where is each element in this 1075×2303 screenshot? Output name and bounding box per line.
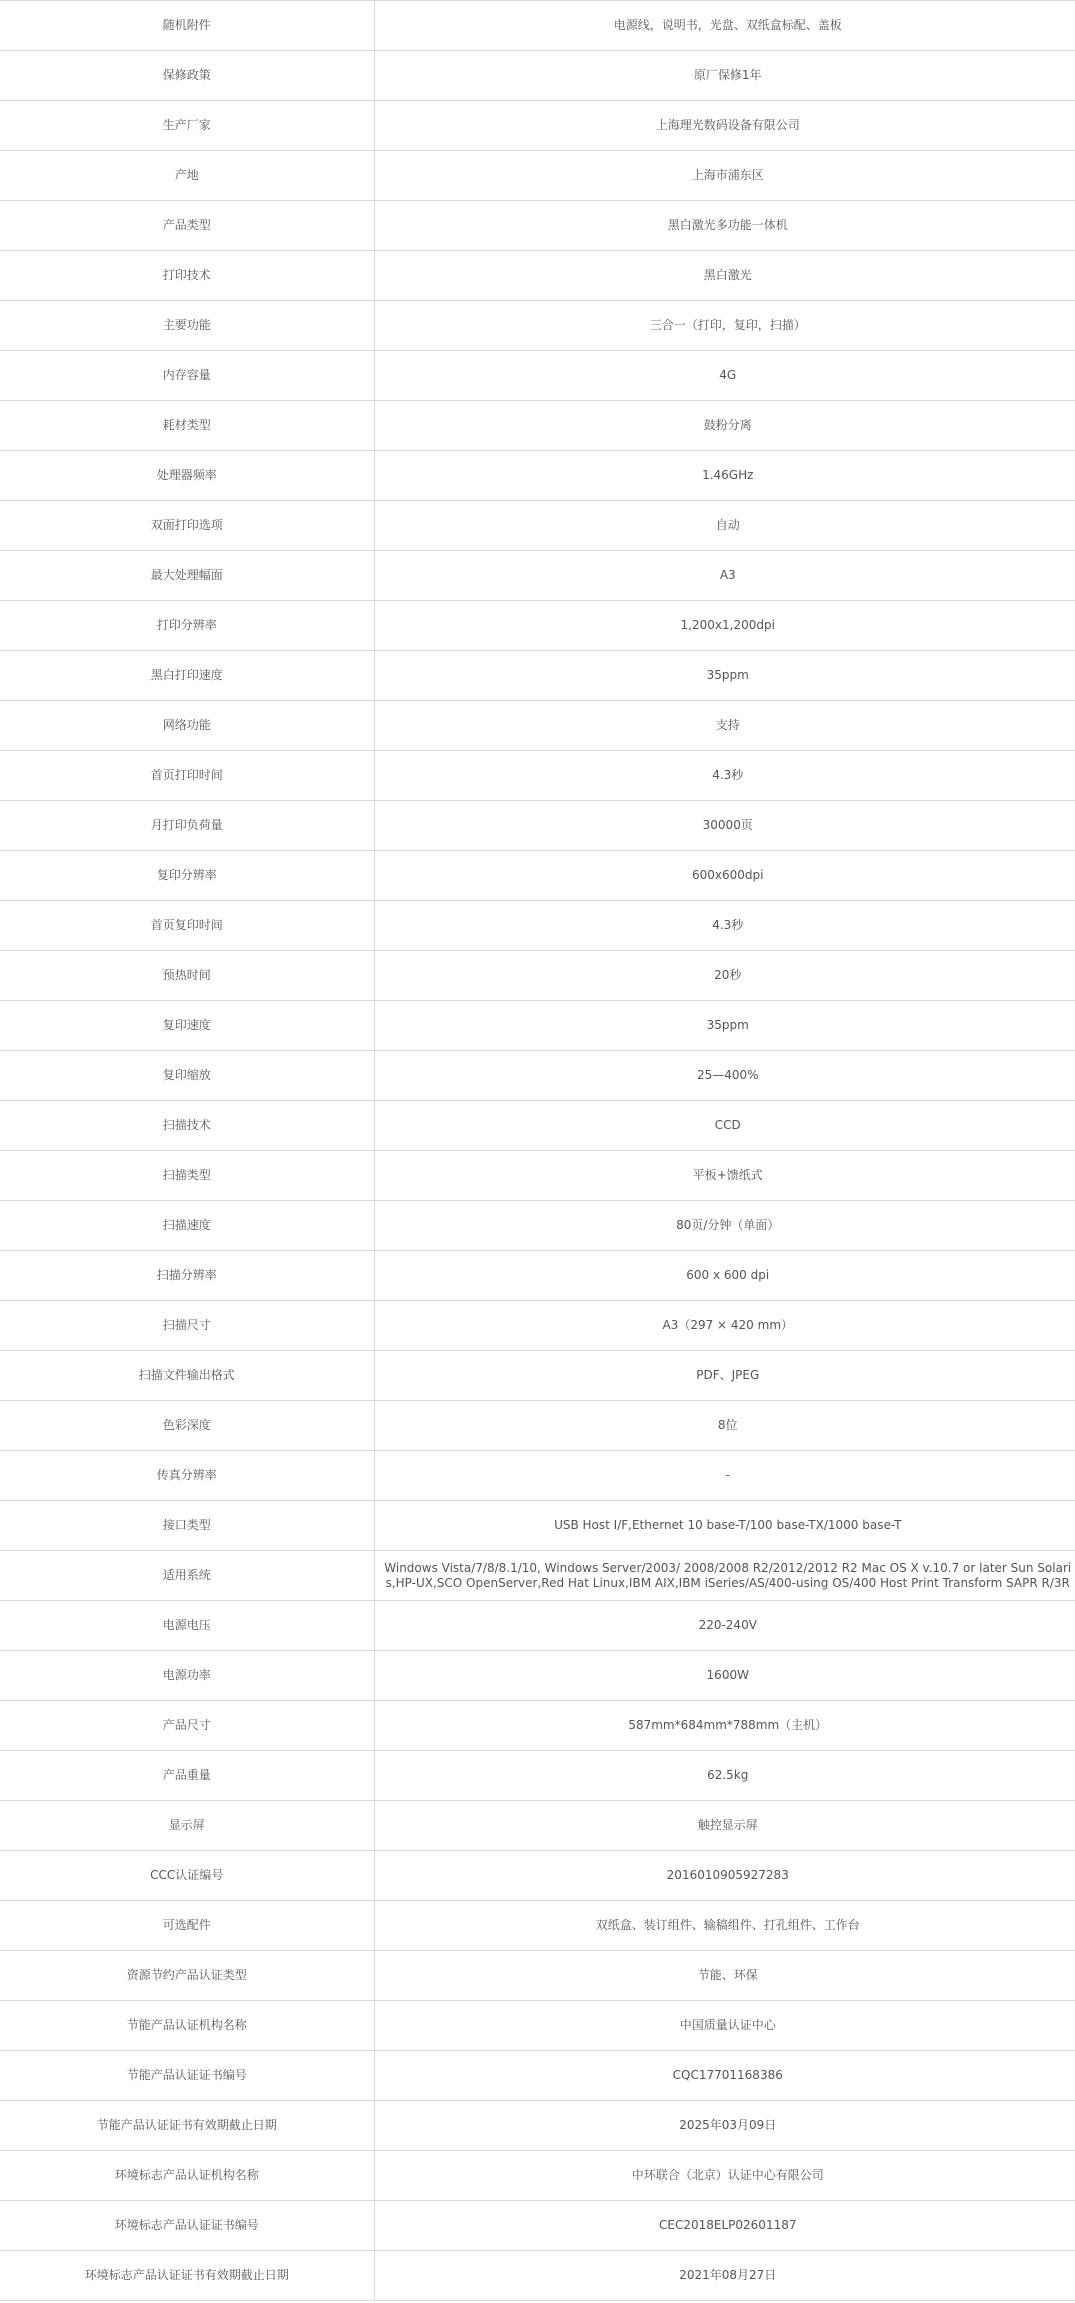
spec-value: 600 x 600 dpi: [374, 1251, 1075, 1301]
spec-row: [0, 2151, 1075, 2201]
spec-row: [0, 2201, 1075, 2251]
spec-label: 电源电压: [0, 1601, 374, 1651]
spec-value: CCD: [374, 1101, 1075, 1151]
spec-row: [0, 701, 1075, 751]
spec-label: 可选配件: [0, 1901, 374, 1951]
spec-row: [0, 2051, 1075, 2101]
spec-label: 节能产品认证证书编号: [0, 2051, 374, 2101]
spec-value: 触控显示屏: [374, 1801, 1075, 1851]
spec-value: 电源线，说明书，光盘、双纸盒标配、盖板: [374, 1, 1075, 51]
spec-label: 节能产品认证证书有效期截止日期: [0, 2101, 374, 2151]
spec-value: 2025年03月09日: [374, 2101, 1075, 2151]
spec-value: CQC17701168386: [374, 2051, 1075, 2101]
spec-row: [0, 1851, 1075, 1901]
spec-value: 支持: [374, 701, 1075, 751]
spec-row: [0, 301, 1075, 351]
spec-value: 中国质量认证中心: [374, 2001, 1075, 2051]
spec-row: [0, 1601, 1075, 1651]
spec-label: 显示屏: [0, 1801, 374, 1851]
spec-value: 62.5kg: [374, 1751, 1075, 1801]
spec-value: 中环联合（北京）认证中心有限公司: [374, 2151, 1075, 2201]
spec-value: 三合一（打印，复印，扫描）: [374, 301, 1075, 351]
spec-value: -: [374, 1451, 1075, 1501]
spec-row: [0, 2101, 1075, 2151]
spec-row: [0, 951, 1075, 1001]
spec-label: 复印速度: [0, 1001, 374, 1051]
spec-row: [0, 1451, 1075, 1501]
spec-row: [0, 651, 1075, 701]
spec-label: 生产厂家: [0, 101, 374, 151]
spec-value: 35ppm: [374, 651, 1075, 701]
spec-value: 1600W: [374, 1651, 1075, 1701]
spec-value: 2021年08月27日: [374, 2251, 1075, 2301]
spec-label: 扫描类型: [0, 1151, 374, 1201]
spec-row: [0, 1201, 1075, 1251]
spec-label: 月打印负荷量: [0, 801, 374, 851]
spec-label: 环境标志产品认证证书有效期截止日期: [0, 2251, 374, 2301]
spec-label: 适用系统: [0, 1551, 374, 1601]
spec-value: 黑白激光: [374, 251, 1075, 301]
spec-value: USB Host I/F,Ethernet 10 base-T/100 base-TX/1000 base-T: [374, 1501, 1075, 1551]
spec-label: 网络功能: [0, 701, 374, 751]
spec-label: 产品重量: [0, 1751, 374, 1801]
spec-row: [0, 901, 1075, 951]
spec-row: [0, 1551, 1075, 1601]
spec-row: [0, 101, 1075, 151]
spec-label: 资源节约产品认证类型: [0, 1951, 374, 2001]
spec-row: [0, 601, 1075, 651]
spec-row: [0, 1101, 1075, 1151]
spec-value: 600x600dpi: [374, 851, 1075, 901]
spec-label: 扫描尺寸: [0, 1301, 374, 1351]
spec-label: 产地: [0, 151, 374, 201]
spec-value: 黑白激光多功能一体机: [374, 201, 1075, 251]
spec-value: 80页/分钟（单面）: [374, 1201, 1075, 1251]
spec-value: Windows Vista/7/8/8.1/10, Windows Server/2003/ 2008/2008 R2/2012/2012 R2 Mac OS X v.10.7 or later Sun Solaris,HP-UX,SCO OpenServer,Red Hat Linux,IBM AIX,IBM iSeries/AS/400-using OS/400 Host Print Transform SAPR R/3R: [374, 1551, 1075, 1601]
spec-value: 自动: [374, 501, 1075, 551]
spec-label: 打印技术: [0, 251, 374, 301]
spec-label: 保修政策: [0, 51, 374, 101]
spec-value: 8位: [374, 1401, 1075, 1451]
spec-row: [0, 501, 1075, 551]
spec-row: [0, 1901, 1075, 1951]
spec-value: 4.3秒: [374, 901, 1075, 951]
spec-value: A3（297 × 420 mm）: [374, 1301, 1075, 1351]
spec-row: [0, 1051, 1075, 1101]
spec-value: A3: [374, 551, 1075, 601]
spec-row: [0, 1751, 1075, 1801]
spec-row: [0, 1301, 1075, 1351]
spec-label: 扫描速度: [0, 1201, 374, 1251]
spec-label: 环境标志产品认证机构名称: [0, 2151, 374, 2201]
spec-value: 35ppm: [374, 1001, 1075, 1051]
spec-row: [0, 51, 1075, 101]
spec-value: CEC2018ELP02601187: [374, 2201, 1075, 2251]
spec-label: 环境标志产品认证证书编号: [0, 2201, 374, 2251]
spec-row: [0, 1351, 1075, 1401]
spec-value: 220-240V: [374, 1601, 1075, 1651]
spec-label: 产品类型: [0, 201, 374, 251]
spec-row: [0, 1701, 1075, 1751]
spec-value: 2016010905927283: [374, 1851, 1075, 1901]
spec-value: 双纸盒、装订组件、输稿组件、打孔组件、工作台: [374, 1901, 1075, 1951]
spec-row: [0, 551, 1075, 601]
spec-label: 节能产品认证机构名称: [0, 2001, 374, 2051]
spec-label: 扫描文件输出格式: [0, 1351, 374, 1401]
spec-value: 4G: [374, 351, 1075, 401]
spec-value: 1,200x1,200dpi: [374, 601, 1075, 651]
spec-row: [0, 1151, 1075, 1201]
spec-value: 节能、环保: [374, 1951, 1075, 2001]
spec-label: 最大处理幅面: [0, 551, 374, 601]
spec-label: 预热时间: [0, 951, 374, 1001]
spec-table-body: [0, 1, 1075, 2301]
spec-label: 耗材类型: [0, 401, 374, 451]
spec-label: 复印缩放: [0, 1051, 374, 1101]
spec-value: 20秒: [374, 951, 1075, 1001]
spec-value: 4.3秒: [374, 751, 1075, 801]
spec-row: [0, 201, 1075, 251]
spec-value: 上海市浦东区: [374, 151, 1075, 201]
spec-row: [0, 1651, 1075, 1701]
spec-label: 首页复印时间: [0, 901, 374, 951]
spec-label: 随机附件: [0, 1, 374, 51]
spec-label: 色彩深度: [0, 1401, 374, 1451]
spec-value: 平板+馈纸式: [374, 1151, 1075, 1201]
spec-row: [0, 251, 1075, 301]
spec-row: [0, 401, 1075, 451]
spec-value: 原厂保修1年: [374, 51, 1075, 101]
spec-row: [0, 1, 1075, 51]
spec-label: 主要功能: [0, 301, 374, 351]
spec-row: [0, 2251, 1075, 2301]
spec-value: 30000页: [374, 801, 1075, 851]
spec-row: [0, 1401, 1075, 1451]
spec-label: 复印分辨率: [0, 851, 374, 901]
spec-row: [0, 151, 1075, 201]
spec-row: [0, 851, 1075, 901]
spec-row: [0, 451, 1075, 501]
spec-label: 内存容量: [0, 351, 374, 401]
spec-row: [0, 2001, 1075, 2051]
spec-label: 产品尺寸: [0, 1701, 374, 1751]
spec-row: [0, 751, 1075, 801]
spec-label: 打印分辨率: [0, 601, 374, 651]
spec-label: 双面打印选项: [0, 501, 374, 551]
spec-label: 黑白打印速度: [0, 651, 374, 701]
spec-label: 扫描技术: [0, 1101, 374, 1151]
spec-label: CCC认证编号: [0, 1851, 374, 1901]
spec-row: [0, 1801, 1075, 1851]
spec-value: 587mm*684mm*788mm（主机）: [374, 1701, 1075, 1751]
spec-label: 电源功率: [0, 1651, 374, 1701]
spec-value: 鼓粉分离: [374, 401, 1075, 451]
spec-row: [0, 1501, 1075, 1551]
spec-label: 处理器频率: [0, 451, 374, 501]
spec-value: 25—400%: [374, 1051, 1075, 1101]
spec-row: [0, 1001, 1075, 1051]
spec-row: [0, 1251, 1075, 1301]
spec-value: PDF、JPEG: [374, 1351, 1075, 1401]
spec-row: [0, 1951, 1075, 2001]
spec-value: 上海理光数码设备有限公司: [374, 101, 1075, 151]
spec-label: 传真分辨率: [0, 1451, 374, 1501]
spec-value: 1.46GHz: [374, 451, 1075, 501]
spec-row: [0, 351, 1075, 401]
spec-label: 扫描分辨率: [0, 1251, 374, 1301]
spec-label: 接口类型: [0, 1501, 374, 1551]
spec-row: [0, 801, 1075, 851]
spec-label: 首页打印时间: [0, 751, 374, 801]
